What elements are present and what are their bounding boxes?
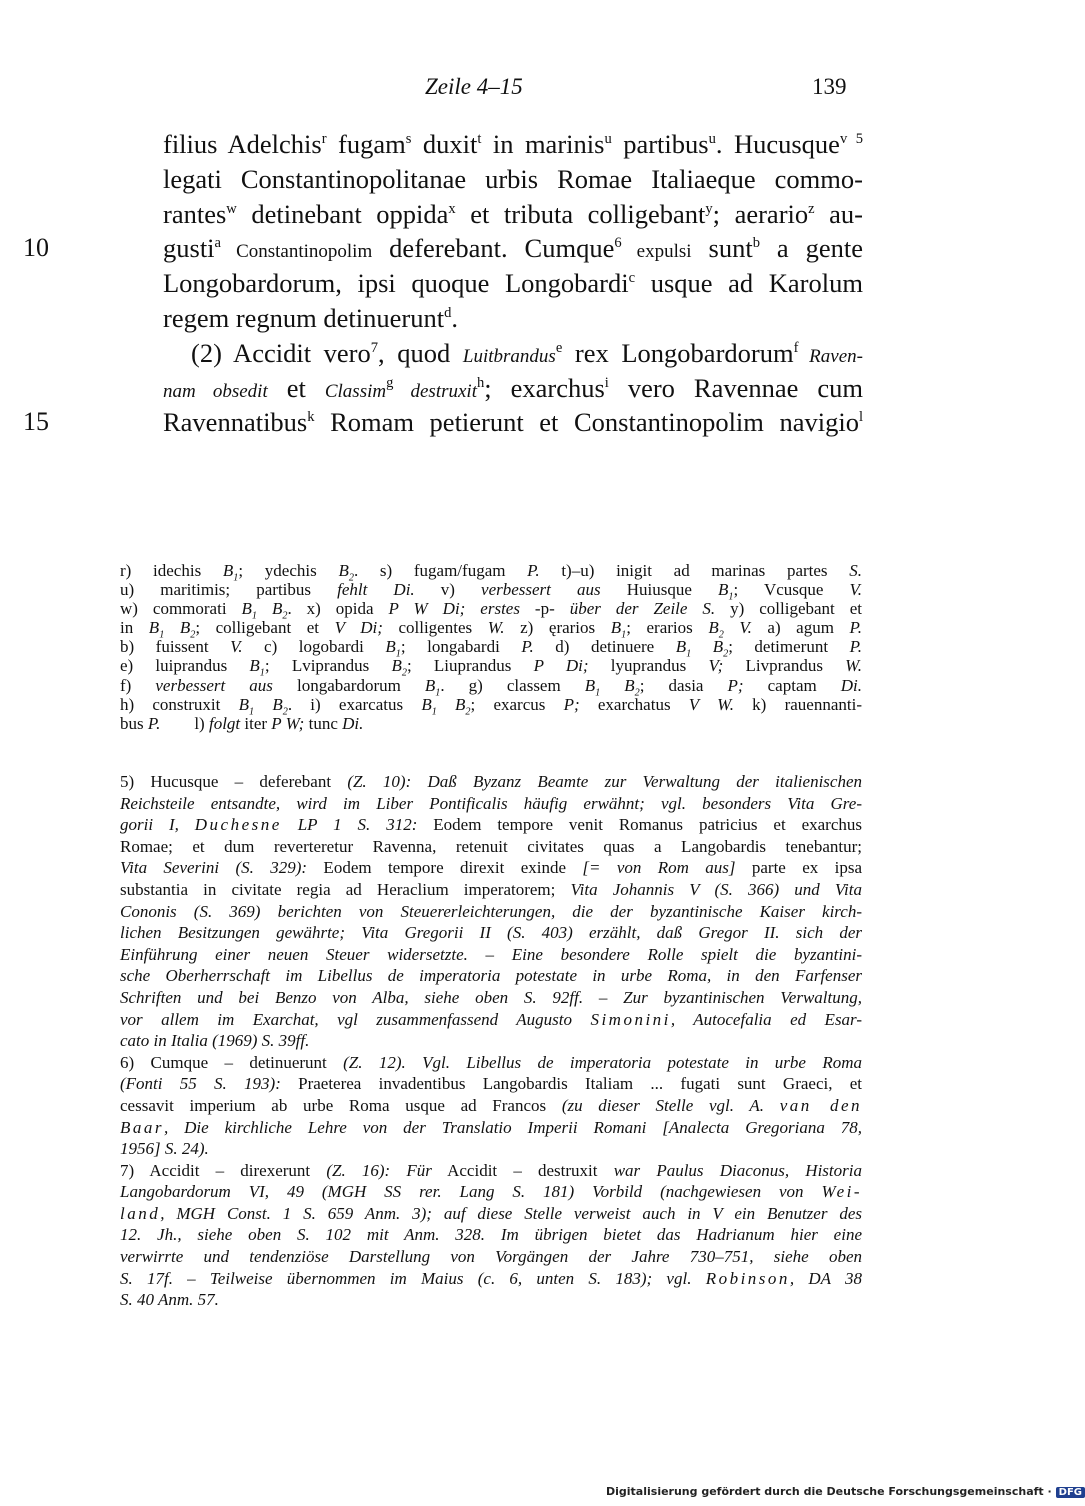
apparatus-line: e) luiprandus $B_1$; Lviprandus $B_2$; Liuprandus P Di; lyuprandus V; Livprandus W. — [120, 656, 863, 679]
commentary-line: 5) Hucusque – deferebant (Z. 10): Daß Byzanz Beamte zur Verwaltung der italienischen — [120, 772, 862, 791]
critical-apparatus — [120, 561, 862, 733]
apparatus-line: in $B_1$ $B_2$; colligebant et V Di; colligentes W. z) ęrarios $B_1$; erarios $B_2$ V. a) agum P. — [120, 618, 862, 641]
dfg-logo: DFG — [1056, 1487, 1085, 1498]
main-text — [23, 127, 863, 440]
apparatus-line: f) verbessert aus longabardorum $B_1$. g) classem $B_1$ $B_2$; dasia P; captam Di. — [120, 675, 863, 698]
commentary-line: vor allem im Exarchat, vgl zusammenfassend Augusto Simonini, Autocefalia ed Esar- — [120, 1009, 862, 1029]
commentary-line: 7) Accidit – direxerunt (Z. 16): Für Accidit – destruxit war Paulus Diaconus, Historia — [120, 1160, 862, 1180]
running-head: Zeile 4–15 — [425, 74, 523, 99]
text-line: regem regnum detinuerunt$^d$. — [163, 302, 459, 333]
commentary-line: gorii I, Duchesne LP 1 S. 312: Eodem tempore venit Romanus patricius et exarchus — [120, 815, 862, 835]
text-line: rantes$^w$ detinebant oppida$^x$ et tributa colligebant$^y$; aerario$^z$ au- — [163, 198, 863, 229]
text-line: nam obsedit et Classim$^g$ destruxit$^h$; exarchus$^i$ vero Ravennae cum — [163, 372, 863, 403]
commentary-line: Einführung einer neuen Steuer widersetzte. – Eine besondere Rolle spielt die byzantini- — [120, 944, 862, 964]
commentary-line: (Fonti 55 S. 193): Praeterea invadentibus Langobardis Italiam ... fugati sunt Graeci, et — [120, 1074, 862, 1094]
commentary-line: substantia in civitate regia ad Heraclium imperatorem; Vita Johannis V (S. 366) und Vita — [120, 879, 863, 899]
line-number: 10 — [23, 233, 49, 263]
commentary-line: lichen Besitzungen gewährte; Vita Gregorii II (S. 403) erzählt, daß Gregor II. sich der — [120, 923, 862, 943]
apparatus-line: b) fuissent V. c) logobardi $B_1$; longabardi P. d) detinuere $B_1$ $B_2$; detimerunt P. — [120, 637, 863, 660]
text-line: Longobardorum, ipsi quoque Longobardi$^c$ usque ad Karolum — [163, 268, 863, 299]
commentary-line: 12. Jh., siehe oben S. 102 mit Anm. 328. Im übrigen bietet das Hadrianum hier eine — [120, 1225, 862, 1245]
commentary-line: S. 40 Anm. 57. — [120, 1290, 219, 1310]
page-header — [0, 74, 1000, 104]
commentary-line: 6) Cumque – detinuerunt (Z. 12). Vgl. Libellus de imperatoria potestate in urbe Roma — [120, 1052, 862, 1072]
text-line: (2) Accidit vero$^7$, quod Luitbrandus$^e$ rex Longobardorum$^f$ Raven- — [191, 337, 863, 368]
apparatus-line: h) construxit $B_1$ $B_2$. i) exarcatus $B_1$ $B_2$; exarcus P; exarchatus V W. k) rauennanti- — [120, 694, 862, 718]
line-number: 15 — [23, 407, 49, 437]
commentary-line: Romae; et dum reverteretur Ravenna, retenuit civitates quas a Langobardis tenebantur; — [120, 836, 862, 856]
commentary-line: Vita Severini (S. 329): Eodem tempore direxit exinde [= von Rom aus] parte ex ipsa — [120, 858, 862, 878]
commentary-line: Reichsteile entsandte, wird im Liber Pontificalis häufig erwähnt; vgl. besonders Vita Gre- — [120, 793, 862, 813]
apparatus-line: w) commorati $B_1$ $B_2$. x) opida P W Di; erstes -p- über der Zeile S. y) colligebant et — [120, 599, 863, 622]
commentary-line: S. 17f. – Teilweise übernommen im Maius (c. 6, unten S. 183); vgl. Robinson, DA 38 — [120, 1268, 862, 1288]
commentary-notes — [120, 771, 862, 1311]
credit-text: Digitalisierung gefördert durch die Deutsche Forschungsgemeinschaft · — [606, 1485, 1052, 1498]
commentary-line: cessavit imperium ab urbe Roma usque ad Francos (zu dieser Stelle vgl. A. van den — [120, 1095, 862, 1115]
page-number: 139 — [812, 74, 847, 99]
apparatus-line: u) maritimis; partibus fehlt Di. v) verbessert aus Huiusque $B_1$; Vcusque V. — [120, 580, 862, 603]
commentary-line: verwirrte und tendenziöse Darstellung von Vorgängen der Jahre 730–751, siehe oben — [120, 1247, 862, 1267]
commentary-line: 1956] S. 24). — [120, 1139, 209, 1159]
digitization-credit — [606, 1485, 1085, 1498]
text-line: legati Constantinopolitanae urbis Romae Italiaeque commo- — [163, 163, 863, 194]
commentary-line: Cononis (S. 369) berichten von Steuererleichterungen, die der byzantinische Kaiser kirch- — [120, 901, 862, 921]
text-line: 10 gusti$^a$ Constantinopolim deferebant. Cumque$^6$ expulsi sunt$^b$ a gente — [163, 231, 863, 266]
commentary-line: Schriften und bei Benzo von Alba, siehe oben S. 92ff. – Zur byzantinischen Verwaltung, — [120, 987, 862, 1007]
apparatus-line: bus P. l) folgt iter P W; tunc Di. — [120, 713, 364, 733]
commentary-line: Baar, Die kirchliche Lehre von der Translatio Imperii Romani [Analecta Gregoriana 78, — [120, 1117, 862, 1137]
commentary-line: sche Oberherrschaft im Libellus de imperatoria potestate in urbe Roma, in den Farfenser — [120, 966, 862, 986]
commentary-line: land, MGH Const. 1 S. 659 Anm. 3); auf diese Stelle verweist auch in V ein Benutzer des — [120, 1203, 862, 1223]
apparatus-line: r) idechis $B_1$; ydechis $B_2$. s) fugam/fugam P. t)–u) inigit ad marinas partes S. — [120, 561, 863, 584]
text-line: 15 Ravennatibus$^k$ Romam petierunt et Constantinopolim navigio$^l$ — [163, 405, 863, 440]
text-line: filius Adelchis$^r$ fugam$^s$ duxit$^t$ in marinis$^u$ partibus$^u$. Hucusque$^{v 5}$ — [163, 129, 863, 159]
commentary-line: Langobardorum VI, 49 (MGH SS rer. Lang S. 181) Vorbild (nachgewiesen von Wei- — [120, 1182, 862, 1202]
commentary-line: cato in Italia (1969) S. 39ff. — [120, 1031, 310, 1051]
